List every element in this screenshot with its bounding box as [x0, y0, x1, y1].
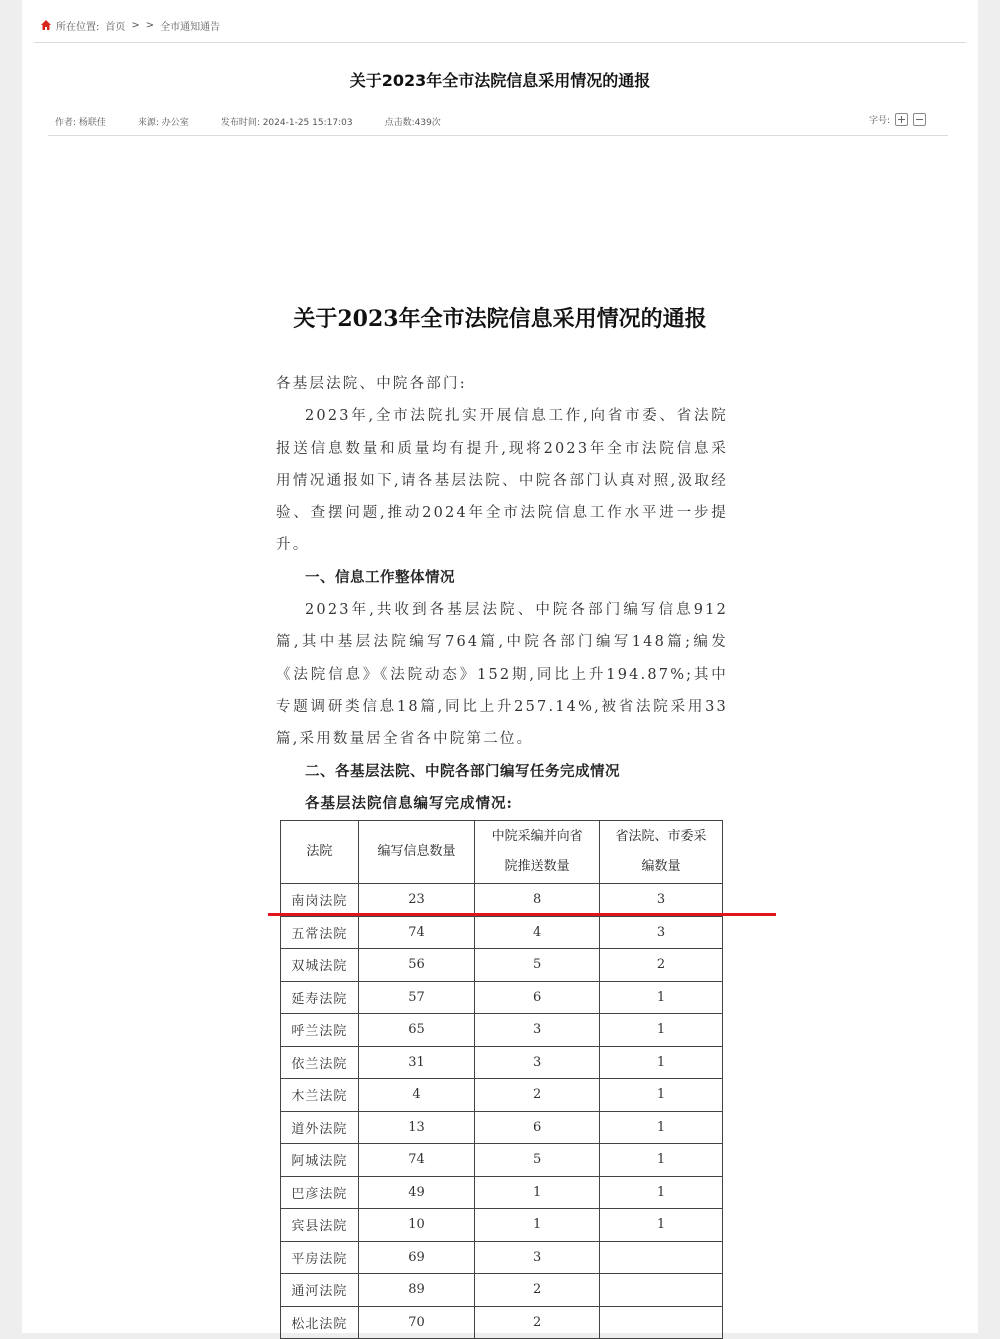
pushed-count-cell: 3 — [475, 1046, 600, 1079]
column-header — [475, 821, 600, 884]
section-heading: 一、信息工作整体情况 — [305, 569, 455, 586]
table-row — [281, 1274, 723, 1307]
court-name-cell: 木兰法院 — [281, 1079, 359, 1112]
written-count-cell: 74 — [358, 916, 475, 949]
table-row — [281, 1046, 723, 1079]
page-title: 关于2023年全市法院信息采用情况的通报 — [349, 71, 651, 90]
court-name-cell: 通河法院 — [281, 1274, 359, 1307]
pushed-count-cell: 5 — [475, 949, 600, 982]
court-name-cell: 巴彦法院 — [281, 1176, 359, 1209]
table-header-row — [281, 821, 723, 884]
font-size-control — [869, 113, 926, 126]
publish-time: 发布时间: 2024-1-25 15:17:03 — [220, 118, 353, 128]
source: 来源: 办公室 — [137, 118, 189, 128]
divider — [34, 42, 966, 43]
column-header: 法院 — [281, 821, 359, 884]
court-name-cell: 南岗法院 — [281, 884, 359, 917]
table-row — [281, 1144, 723, 1177]
breadcrumb-separator: > — [145, 19, 155, 31]
plus-icon[interactable] — [895, 113, 908, 126]
adopted-count-cell: 3 — [600, 884, 723, 917]
breadcrumb — [40, 16, 226, 34]
adopted-count-cell: 1 — [600, 1079, 723, 1112]
divider — [48, 135, 948, 136]
pushed-count-cell: 1 — [475, 1209, 600, 1242]
table-row — [281, 1176, 723, 1209]
court-stats-table — [280, 820, 723, 1339]
court-name-cell: 平房法院 — [281, 1241, 359, 1274]
table-row — [281, 1079, 723, 1112]
written-count-cell: 56 — [358, 949, 475, 982]
page — [22, 0, 978, 1333]
document-body — [276, 368, 728, 820]
breadcrumb-home-link[interactable]: 首页 — [105, 21, 126, 33]
written-count-cell: 4 — [358, 1079, 475, 1112]
written-count-cell: 10 — [358, 1209, 475, 1242]
column-header-text: 中院采编并向省院推送数量 — [491, 829, 583, 874]
court-name-cell: 道外法院 — [281, 1111, 359, 1144]
written-count-cell: 13 — [358, 1111, 475, 1144]
section-paragraph: 2023年,共收到各基层法院、中院各部门编写信息912篇,其中基层法院编写764篇,中院各部门编写148篇;编发《法院信息》《法院动态》152期,同比上升194.87%;其中专题调研类信息18篇,同比上升257.14%,被省法院采用33篇,采用数量居全省各中院第二位。 — [276, 602, 728, 748]
table-row — [281, 916, 723, 949]
table-row — [281, 1111, 723, 1144]
location-label: 所在位置: — [56, 21, 100, 33]
court-name-cell: 呼兰法院 — [281, 1014, 359, 1047]
written-count-cell: 57 — [358, 981, 475, 1014]
pushed-count-cell: 4 — [475, 916, 600, 949]
written-count-cell: 23 — [358, 884, 475, 917]
adopted-count-cell: 2 — [600, 949, 723, 982]
document-title: 关于2023年全市法院信息采用情况的通报 — [293, 306, 707, 332]
written-count-cell: 70 — [358, 1306, 475, 1339]
salutation: 各基层法院、中院各部门: — [276, 376, 467, 392]
adopted-count-cell: 3 — [600, 916, 723, 949]
table-row — [281, 1209, 723, 1242]
click-count: 点击数:439次 — [384, 118, 441, 128]
pushed-count-cell: 3 — [475, 1241, 600, 1274]
written-count-cell: 89 — [358, 1274, 475, 1307]
table-row — [281, 1241, 723, 1274]
intro-paragraph: 2023年,全市法院扎实开展信息工作,向省市委、省法院报送信息数量和质量均有提升,现将2023年全市法院信息采用情况通报如下,请各基层法院、中院各部门认真对照,汲取经验、查摆问题,推动2024年全市法院信息工作水平进一步提升。 — [276, 408, 728, 554]
table-row — [281, 884, 723, 917]
pushed-count-cell: 6 — [475, 981, 600, 1014]
table-row — [281, 1014, 723, 1047]
table-row — [281, 949, 723, 982]
column-header-text: 省法院、市委采编数量 — [615, 829, 707, 874]
table-caption: 各基层法院信息编写完成情况: — [305, 794, 513, 812]
adopted-count-cell: 1 — [600, 1176, 723, 1209]
written-count-cell: 74 — [358, 1144, 475, 1177]
pushed-count-cell: 8 — [475, 884, 600, 917]
written-count-cell: 49 — [358, 1176, 475, 1209]
breadcrumb-current-link[interactable]: 全市通知通告 — [160, 21, 221, 33]
adopted-count-cell: 1 — [600, 1144, 723, 1177]
table-row — [281, 981, 723, 1014]
column-header — [600, 821, 723, 884]
written-count-cell: 69 — [358, 1241, 475, 1274]
adopted-count-cell — [600, 1241, 723, 1274]
pushed-count-cell: 3 — [475, 1014, 600, 1047]
court-name-cell: 五常法院 — [281, 916, 359, 949]
adopted-count-cell: 1 — [600, 981, 723, 1014]
written-count-cell: 65 — [358, 1014, 475, 1047]
pushed-count-cell: 2 — [475, 1274, 600, 1307]
pushed-count-cell: 2 — [475, 1079, 600, 1112]
author: 作者: 杨联佳 — [55, 118, 106, 128]
court-name-cell: 阿城法院 — [281, 1144, 359, 1177]
table-body — [281, 884, 723, 1339]
adopted-count-cell — [600, 1306, 723, 1339]
table-row — [281, 1306, 723, 1339]
pushed-count-cell: 1 — [475, 1176, 600, 1209]
highlight-line — [268, 913, 776, 916]
adopted-count-cell: 1 — [600, 1046, 723, 1079]
font-size-label: 字号: — [868, 116, 890, 126]
court-name-cell: 双城法院 — [281, 949, 359, 982]
adopted-count-cell: 1 — [600, 1014, 723, 1047]
section-heading: 二、各基层法院、中院各部门编写任务完成情况 — [305, 763, 620, 780]
minus-icon[interactable] — [913, 113, 926, 126]
column-header: 编写信息数量 — [358, 821, 475, 884]
court-name-cell: 松北法院 — [281, 1306, 359, 1339]
article-meta — [55, 115, 473, 128]
pushed-count-cell: 6 — [475, 1111, 600, 1144]
home-icon — [40, 19, 52, 31]
adopted-count-cell: 1 — [600, 1111, 723, 1144]
court-name-cell: 延寿法院 — [281, 981, 359, 1014]
court-name-cell: 依兰法院 — [281, 1046, 359, 1079]
pushed-count-cell: 5 — [475, 1144, 600, 1177]
adopted-count-cell: 1 — [600, 1209, 723, 1242]
written-count-cell: 31 — [358, 1046, 475, 1079]
court-name-cell: 宾县法院 — [281, 1209, 359, 1242]
pushed-count-cell: 2 — [475, 1306, 600, 1339]
adopted-count-cell — [600, 1274, 723, 1307]
breadcrumb-separator: > — [131, 19, 140, 31]
